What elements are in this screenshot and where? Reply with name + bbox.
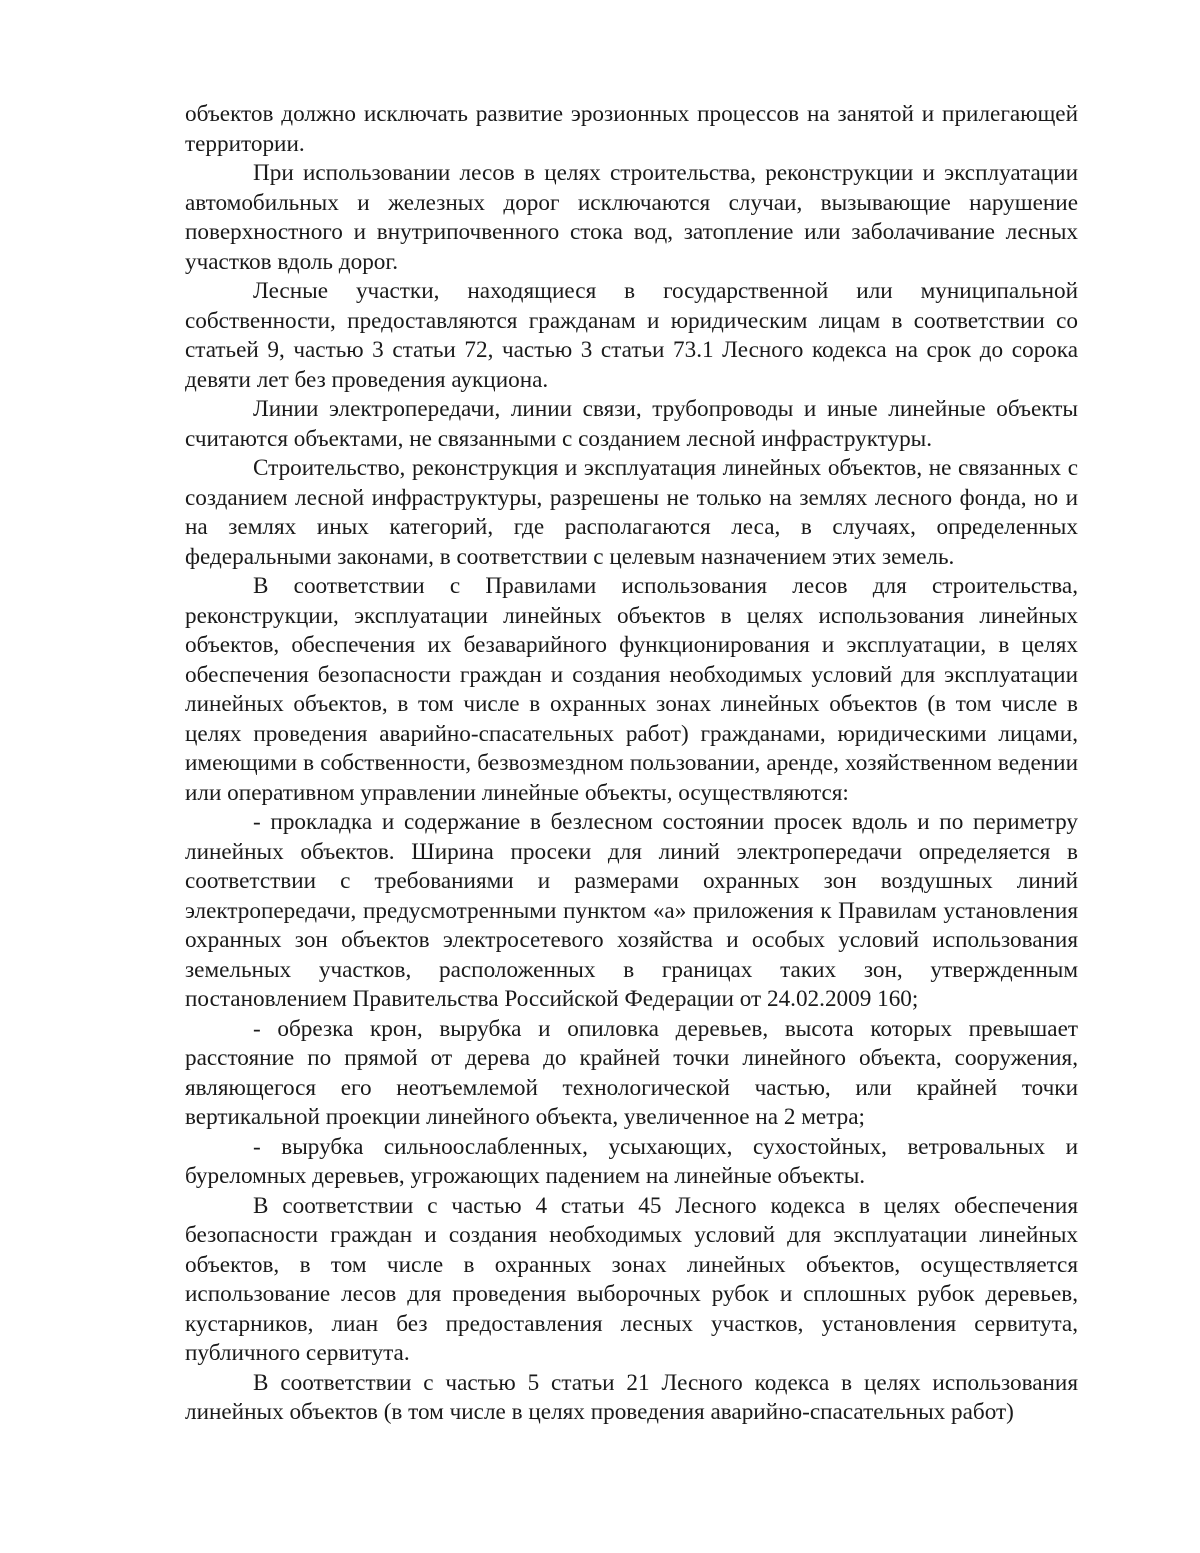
- paragraph-erosion-continuation: объектов должно исключать развитие эрозионных процессов на занятой и прилегающей территории.: [185, 101, 1078, 157]
- paragraph-roads: При использовании лесов в целях строительства, реконструкции и эксплуатации автомобильных и железных дорог исключаются случаи, вызывающие нарушение поверхностного и внутрипочвенного стока вод, затопление или заболачивание лесных участков вдоль дорог.: [185, 160, 1078, 275]
- paragraph-construction: Строительство, реконструкция и эксплуатация линейных объектов, не связанных с созданием лесной инфраструктуры, разрешены не только на землях лесного фонда, но и на землях иных категорий, где располагаются леса, в случаях, определенных федеральными законами, в соответствии с целевым назначением этих земель.: [185, 455, 1078, 570]
- paragraph-rules: В соответствии с Правилами использования лесов для строительства, реконструкции, эксплуатации линейных объектов в целях использования линейных объектов, обеспечения их безаварийного функционирования и эксплуатации, в целях обеспечения безопасности граждан и создания необходимых условий для эксплуатации линейных объектов, в том числе в охранных зонах линейных объектов (в том числе в целях проведения аварийно-спасательных работ) гражданами, юридическими лицами, имеющими в собственности, безвозмездном пользовании, аренде, хозяйственном ведении или оперативном управлении линейные объекты, осуществляются:: [185, 573, 1078, 806]
- paragraph-linear-objects: Линии электропередачи, линии связи, трубопроводы и иные линейные объекты считаются объектами, не связанными с созданием лесной инфраструктуры.: [185, 396, 1078, 452]
- paragraph-article-45: В соответствии с частью 4 статьи 45 Лесного кодекса в целях обеспечения безопасности граждан и создания необходимых условий для эксплуатации линейных объектов, в том числе в охранных зонах линейных объектов, осуществляется использование лесов для проведения выборочных рубок и сплошных рубок деревьев, кустарников, лиан без предоставления лесных участков, установления сервитута, публичного сервитута.: [185, 1192, 1078, 1366]
- list-item-crown-trimming: - обрезка крон, вырубка и опиловка деревьев, высота которых превышает расстояние по прямой от дерева до крайней точки линейного объекта, сооружения, являющегося его неотъемлемой технологической частью, или крайней точки вертикальной проекции линейного объекта, увеличенное на 2 метра;: [185, 1015, 1078, 1130]
- paragraph-article-21: В соответствии с частью 5 статьи 21 Лесного кодекса в целях использования линейных объектов (в том числе в целях проведения аварийно-спасательных работ): [185, 1369, 1078, 1425]
- paragraph-forest-plots: Лесные участки, находящиеся в государственной или муниципальной собственности, предоставляются гражданам и юридическим лицам в соответствии со статьей 9, частью 3 статьи 72, частью 3 статьи 73.1 Лесного кодекса на срок до сорока девяти лет без проведения аукциона.: [185, 278, 1078, 393]
- list-item-clearings: - прокладка и содержание в безлесном состоянии просек вдоль и по периметру линейных объектов. Ширина просеки для линий электропередачи определяется в соответствии с требованиями и размерами охранных зон воздушных линий электропередачи, предусмотренными пунктом «а» приложения к Правилам установления охранных зон объектов электросетевого хозяйства и особых условий использования земельных участков, расположенных в границах таких зон, утвержденным постановлением Правительства Российской Федерации от 24.02.2009 160;: [185, 809, 1078, 1012]
- document-page: [185, 100, 1078, 1428]
- list-item-weakened-trees: - вырубка сильноослабленных, усыхающих, сухостойных, ветровальных и буреломных деревьев, угрожающих падением на линейные объекты.: [185, 1133, 1078, 1189]
